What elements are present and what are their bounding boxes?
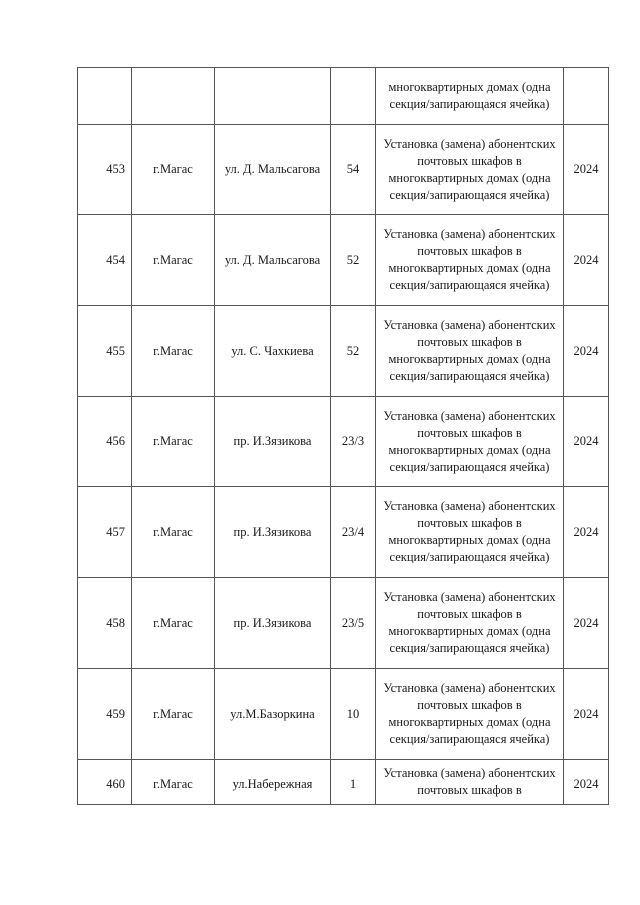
description-line: почтовых шкафов в xyxy=(417,607,522,621)
street-cell: ул. С. Чахкиева xyxy=(215,306,331,397)
house-cell: 54 xyxy=(331,125,376,215)
description-cell xyxy=(376,397,564,487)
row-number: 454 xyxy=(78,215,132,306)
table-row xyxy=(78,487,609,578)
table-row xyxy=(78,397,609,487)
row-number xyxy=(78,68,132,125)
street-cell: ул.Набережная xyxy=(215,760,331,805)
description-line: Установка (замена) абонентских xyxy=(383,227,556,241)
house-cell xyxy=(331,68,376,125)
row-number: 453 xyxy=(78,125,132,215)
house-cell: 23/5 xyxy=(331,578,376,669)
street-cell: пр. И.Зязикова xyxy=(215,397,331,487)
year-cell: 2024 xyxy=(564,669,609,760)
description-line: Установка (замена) абонентских xyxy=(383,766,556,780)
description-line: Установка (замена) абонентских xyxy=(383,681,556,695)
description-cell xyxy=(376,68,564,125)
street-cell: ул. Д. Мальсагова xyxy=(215,215,331,306)
table-row xyxy=(78,68,609,125)
description-line: многоквартирных домах (одна xyxy=(388,261,551,275)
description-line: почтовых шкафов в xyxy=(417,335,522,349)
description-line: секция/запирающаяся ячейка) xyxy=(389,187,550,202)
house-cell: 10 xyxy=(331,669,376,760)
city-cell: г.Магас xyxy=(132,215,215,306)
description-line: Установка (замена) абонентских xyxy=(383,408,556,423)
table-row xyxy=(78,760,609,805)
description-line: секция/запирающаяся ячейка) xyxy=(389,732,550,746)
row-number: 459 xyxy=(78,669,132,760)
description-line: почтовых шкафов в xyxy=(417,516,522,530)
house-cell: 52 xyxy=(331,306,376,397)
year-cell: 2024 xyxy=(564,760,609,805)
description-line: секция/запирающаяся ячейка) xyxy=(389,641,550,655)
table-row xyxy=(78,306,609,397)
street-cell: пр. И.Зязикова xyxy=(215,578,331,669)
year-cell xyxy=(564,68,609,125)
description-line: многоквартирных домах (одна xyxy=(388,80,551,94)
city-cell: г.Магас xyxy=(132,306,215,397)
table-row xyxy=(78,215,609,306)
city-cell: г.Магас xyxy=(132,669,215,760)
description-cell xyxy=(376,125,564,215)
city-cell: г.Магас xyxy=(132,578,215,669)
description-line: многоквартирных домах (одна xyxy=(388,352,551,366)
description-line: Установка (замена) абонентских xyxy=(383,318,556,332)
description-cell xyxy=(376,215,564,306)
year-cell: 2024 xyxy=(564,215,609,306)
row-number: 458 xyxy=(78,578,132,669)
description-line: многоквартирных домах (одна xyxy=(388,715,551,729)
description-cell xyxy=(376,669,564,760)
house-cell: 52 xyxy=(331,215,376,306)
description-line: почтовых шкафов в xyxy=(417,153,522,168)
description-line: Установка (замена) абонентских xyxy=(383,590,556,604)
row-number: 455 xyxy=(78,306,132,397)
description-line: многоквартирных домах (одна xyxy=(388,170,551,185)
description-line: секция/запирающаяся ячейка) xyxy=(389,550,550,564)
year-cell: 2024 xyxy=(564,487,609,578)
table-row xyxy=(78,669,609,760)
description-line: почтовых шкафов в xyxy=(417,425,522,440)
description-line: секция/запирающаяся ячейка) xyxy=(389,369,550,383)
address-table xyxy=(77,67,609,805)
description-line: почтовых шкафов в xyxy=(417,698,522,712)
row-number: 456 xyxy=(78,397,132,487)
description-cell xyxy=(376,760,564,805)
description-line: многоквартирных домах (одна xyxy=(388,624,551,638)
year-cell: 2024 xyxy=(564,125,609,215)
description-cell xyxy=(376,487,564,578)
row-number: 457 xyxy=(78,487,132,578)
year-cell: 2024 xyxy=(564,397,609,487)
row-number: 460 xyxy=(78,760,132,805)
street-cell xyxy=(215,68,331,125)
description-line: Установка (замена) абонентских xyxy=(383,136,556,151)
city-cell: г.Магас xyxy=(132,487,215,578)
description-line: многоквартирных домах (одна xyxy=(388,442,551,457)
description-line: почтовых шкафов в xyxy=(417,783,522,797)
description-line: секция/запирающаяся ячейка) xyxy=(389,278,550,292)
description-line: секция/запирающаяся ячейка) xyxy=(389,97,550,111)
description-line: Установка (замена) абонентских xyxy=(383,499,556,513)
table-row xyxy=(78,578,609,669)
year-cell: 2024 xyxy=(564,578,609,669)
description-line: многоквартирных домах (одна xyxy=(388,533,551,547)
city-cell: г.Магас xyxy=(132,760,215,805)
description-cell xyxy=(376,578,564,669)
street-cell: ул.М.Базоркина xyxy=(215,669,331,760)
city-cell: г.Магас xyxy=(132,125,215,215)
city-cell: г.Магас xyxy=(132,397,215,487)
description-cell xyxy=(376,306,564,397)
street-cell: пр. И.Зязикова xyxy=(215,487,331,578)
house-cell: 1 xyxy=(331,760,376,805)
year-cell: 2024 xyxy=(564,306,609,397)
house-cell: 23/3 xyxy=(331,397,376,487)
house-cell: 23/4 xyxy=(331,487,376,578)
city-cell xyxy=(132,68,215,125)
table-row xyxy=(78,125,609,215)
description-line: почтовых шкафов в xyxy=(417,244,522,258)
street-cell: ул. Д. Мальсагова xyxy=(215,125,331,215)
description-line: секция/запирающаяся ячейка) xyxy=(389,459,550,474)
